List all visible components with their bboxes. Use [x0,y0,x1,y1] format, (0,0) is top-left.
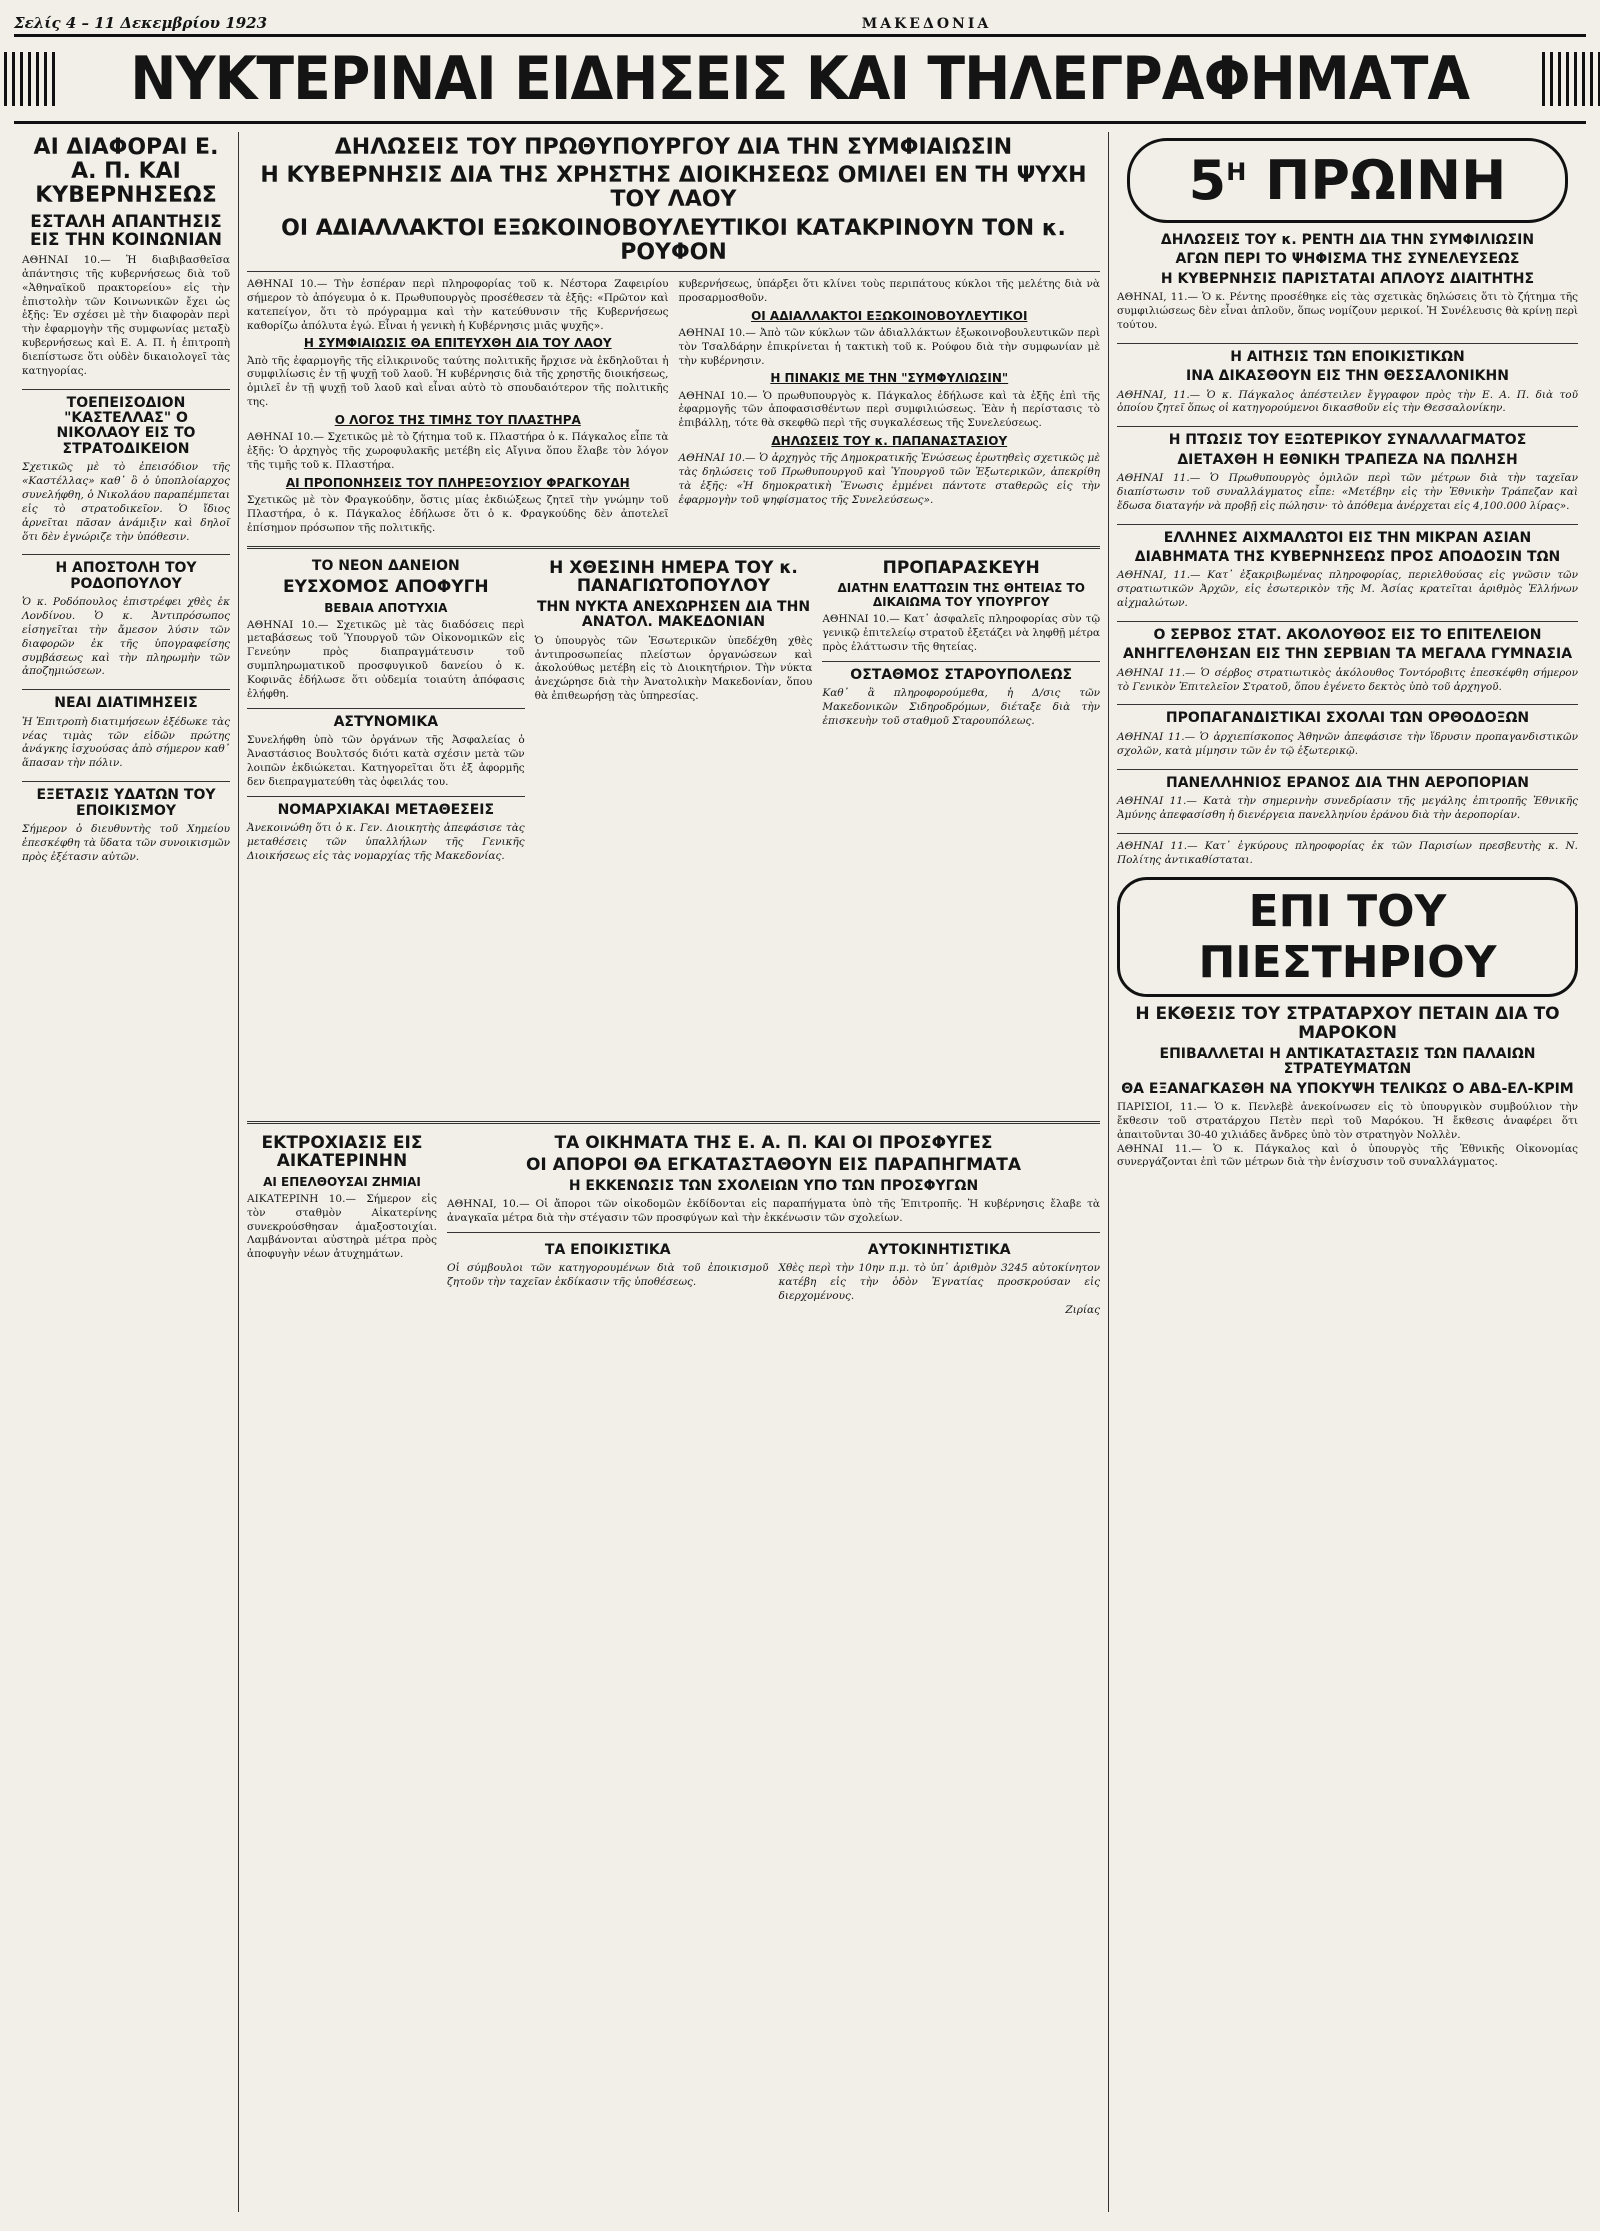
article-title: Η ΕΚΘΕΣΙΣ ΤΟΥ ΣΤΡΑΤΑΡΧΟΥ ΠΕΤΑΙΝ ΔΙΑ ΤΟ ΜΑΡΟΚΟΝ [1135,1004,1560,1044]
article-title: Η ΣΥΜΦΙΑΙΩΣΙΣ ΘΑ ΕΠΙΤΕΥΧΘΗ ΔΙΑ ΤΟΥ ΛΑΟΥ [303,336,612,351]
article-subtitle: Η ΕΚΚΕΝΩΣΙΣ ΤΩΝ ΣΧΟΛΕΙΩΝ ΥΠΟ ΤΩΝ ΠΡΟΣΦΥΓΩΝ [568,1177,979,1194]
press-box: ΕΠΙ ΤΟΥ ΠΙΕΣΤΗΡΙΟΥ [1117,877,1578,997]
article-title: Η ΠΙΝΑΚΙΣ ΜΕ ΤΗΝ "ΣΥΜΦΥΛΙΩΣΙΝ" [770,371,1009,386]
column-right [1109,132,1586,2212]
article-body: ΠΑΡΙΣΙΟΙ, 11.— Ὁ κ. Πενλεβὲ ἀνεκοίνωσεν εἰς τὸ ὑπουργικὸν συμβούλιον τὴν ἔκθεσιν τοῦ στρατάρχου Πετὲν περὶ τοῦ Μαρόκου. Ἡ ἔκθεσις ἀναφέρει ὅτι ἀπαιτοῦνται 30-40 χιλιάδες ἄνδρες ὑπὸ τὸν στρατηγὸν Νολλὲν. [1117,1100,1578,1141]
article-rentis [1117,233,1578,333]
article-body: ΑΘΗΝΑΙ 10.— Κατ᾽ ἀσφαλεῖς πληροφορίας σὺν τῷ γενικῷ ἐπιτελείῳ στρατοῦ ἐξετάζει νὰ ληφθῇ μέτρα πρὸς ἐλάττωσιν τῆς θητείας. [822,613,1101,653]
article-body: ΑΘΗΝΑΙ 10.— Ὁ πρωθυπουργὸς κ. Πάγκαλος ἐδήλωσε καὶ τὰ ἑξῆς ἐπὶ τῆς ἐφαρμογῆς τῶν ἀποφασισθέντων περὶ συμφιλιώσεως. Ἐὰν ἡ περίστασις τὸ ἐπιβάλλῃ, τότε θὰ σκεφθῶ περὶ τῆς συγκαλέσεως τῆς Συνελεύσεως. [678,389,1100,430]
article-aviation [1117,776,1578,823]
article-subtitle: ΑΝΗΓΓΕΛΘΗΣΑΝ ΕΙΣ ΤΗΝ ΣΕΡΒΙΑΝ ΤΑ ΜΕΓΑΛΑ ΓΥΜΝΑΣΙΑ [1122,646,1573,663]
column-center [239,132,1109,2212]
article-body: Ἡ Ἐπιτροπὴ διατιμήσεων ἐξέδωκε τὰς νέας τιμὰς τῶν εἰδῶν πρώτης ἀνάγκης ἰσχυούσας ἀπὸ σήμερον καθ᾽ ἅπασαν τὴν πόλιν. [22,715,230,770]
article-body: ΑΘΗΝΑΙ 11.— Ὁ ἀρχιεπίσκοπος Ἀθηνῶν ἀπεφάσισε τὴν ἵδρυσιν προπαγανδιστικῶν σχολῶν, κατὰ μίμησιν τῶν ἐν τῷ ἐξωτερικῷ. [1117,730,1578,757]
article-subtitle: ΕΠΙΒΑΛΛΕΤΑΙ Η ΑΝΤΙΚΑΤΑΣΤΑΣΙΣ ΤΩΝ ΠΑΛΑΙΩΝ ΣΤΡΑΤΕΥΜΑΤΩΝ [1159,1045,1536,1078]
edition-number: 5 [1188,149,1227,212]
column-left [14,132,239,2212]
article-body: Καθ᾽ ἃ πληροφορούμεθα, ἡ Δ/σις τῶν Μακεδονικῶν Σιδηροδρόμων, διέταξε διὰ τὴν ἐπισκευὴν τοῦ σταθμοῦ Σταρουπόλεως. [822,687,1101,727]
article-title: Η ΧΘΕΣΙΝΗ ΗΜΕΡΑ ΤΟΥ κ. ΠΑΝΑΓΙΩΤΟΠΟΥΛΟΥ [549,557,798,597]
article-title: ΟΙ ΑΔΙΑΛΛΑΚΤΟΙ ΕΞΩΚΟΙΝΟΒΟΥΛΕΥΤΙΚΟΙ [751,308,1028,323]
article-body: Σχετικῶς μὲ τὸν Φραγκούδην, ὅστις μίας ἐκδιώξεως ζητεῖ τὴν γνώμην τοῦ Πλαστήρα, ὁ κ. Πάγκαλος ἐδήλωσε ὅτι ὁ κ. Φραγκούδης δὲν ἀποτελεῖ ἐπίσημον πρόσωπον τῆς πολιτικῆς. [247,493,669,534]
edition-word: ΠΡΩΙΝΗ [1265,149,1507,212]
article-title: ΔΗΛΩΣΕΙΣ ΤΟΥ κ. ΡΕΝΤΗ ΔΙΑ ΤΗΝ ΣΥΜΦΙΛΙΩΣΙΝ [1160,232,1535,248]
article-body: Σήμερον ὁ διευθυντὴς τοῦ Χημείου ἐπεσκέφθη τὰ ὕδατα τῶν συνοικισμῶν πρὸς ἐξέτασιν αὐτῶν. [22,822,230,863]
article-body: ΑΘΗΝΑΙ, 11.— Ὁ κ. Ρέντης προσέθηκε εἰς τὰς σχετικὰς δηλώσεις ὅτι τὸ ζήτημα τῆς συμφιλιώσεως δὲν εἶναι ἁπλοῦν, ὅπως νομίζουν μερικοί. Ἡ Συνέλευσις θὰ κρίνῃ περὶ τούτου. [1117,291,1578,331]
article-body: ΑΘΗΝΑΙ 11.— Ὁ κ. Πάγκαλος καὶ ὁ ὑπουργὸς τῆς Ἐθνικῆς Οἰκονομίας συνεργάζονται ἐπὶ τῶν μέτρων διὰ τὴν ἐνίσχυσιν τοῦ συναλλάγματος. [1117,1142,1578,1169]
article-body: ΑΘΗΝΑΙ 11.— Κατὰ τὴν σημερινὴν συνεδρίασιν τῆς μεγάλης ἐπιτροπῆς Ἐθνικῆς Ἀμύνης ἀπεφασίσθη ἡ διενέργεια πανελληνίου ἐράνου διὰ τὴν ἀεροπορίαν. [1117,794,1578,821]
article-title: ΠΡΟΠΑΓΑΝΔΙΣΤΙΚΑΙ ΣΧΟΛΑΙ ΤΩΝ ΟΡΘΟΔΟΞΩΝ [1165,710,1530,727]
lead-headline-1: ΔΗΛΩΣΕΙΣ ΤΟΥ ΠΡΩΘΥΠΟΥΡΓΟΥ ΔΙΑ ΤΗΝ ΣΥΜΦΙΑΙΩΣΙΝ [334,135,1013,160]
lead-body: ΑΘΗΝΑΙ 10.— Τὴν ἐσπέραν περὶ πληροφορίας τοῦ κ. Νέστορα Ζαφειρίου σήμερον τὸ ἀπόγευμα ὁ κ. Πρωθυπουργὸς προσέθεσεν τὰ ἑξῆς: «Πρῶτον καὶ κατεπείγον, ὅτι τὸ πρόγραμμα καὶ τὴν κατεύθυνσιν τῆς Κυβερνήσεως καθορίζω ἀπόλυτα ἐγώ. Εἶναι ἡ γενικὴ ἡ Κυβέρνησις μιᾶς ψυχῆς». [247,277,669,332]
article-body: ΑΘΗΝΑΙ, 11.— Ὁ κ. Πάγκαλος ἀπέστειλεν ἔγγραφον πρὸς τὴν Ε. Α. Π. διὰ τοῦ ὁποίου ζητεῖ ὅπως οἱ κατηγορούμενοι δικασθοῦν εἰς τὴν Θεσσαλονίκην. [1117,388,1578,415]
article-body: ΑΘΗΝΑΙ 11.— Κατ᾽ ἐγκύρους πληροφορίας ἐκ τῶν Παρισίων πρεσβευτὴς κ. Ν. Πολίτης ἀντικαθίσταται. [1117,839,1578,866]
article-title: ΕΞΕΤΑΣΙΣ ΥΔΑΤΩΝ ΤΟΥ ΕΠΟΙΚΙΣΜΟΥ [36,787,216,819]
lead-headline-2: Η ΚΥΒΕΡΝΗΣΙΣ ΔΙΑ ΤΗΣ ΧΡΗΣΤΗΣ ΔΙΟΙΚΗΣΕΩΣ ΟΜΙΛΕΙ ΕΝ ΤΗ ΨΥΧΗ ΤΟΥ ΛΑΟΥ [260,163,1087,213]
article-subtitle: ΕΥΣΧΟΜΟΣ ΑΠΟΦΥΓΗ [283,576,489,597]
article-title: ΤΑ ΟΙΚΗΜΑΤΑ ΤΗΣ Ε. Α. Π. ΚΑΙ ΟΙ ΠΡΟΣΦΥΓΕΣ [554,1132,993,1153]
article-title: ΝΕΑΙ ΔΙΑΤΙΜΗΣΕΙΣ [54,695,198,712]
article-subtitle: ΔΙΑΒΗΜΑΤΑ ΤΗΣ ΚΥΒΕΡΝΗΣΕΩΣ ΠΡΟΣ ΑΠΟΔΟΣΙΝ ΤΩΝ [1134,549,1561,565]
article-paris [1117,840,1578,868]
article-title: ΠΑΝΕΛΛΗΝΙΟΣ ΕΡΑΝΟΣ ΔΙΑ ΤΗΝ ΑΕΡΟΠΟΡΙΑΝ [1165,774,1529,791]
article-title: ΔΗΛΩΣΕΙΣ ΤΟΥ κ. ΠΑΠΑΝΑΣΤΑΣΙΟΥ [771,434,1008,449]
article-subtitle: ΑΙ ΕΠΕΛΘΟΥΣΑΙ ΖΗΜΙΑΙ [263,1174,421,1189]
top-line [14,10,1586,32]
article-subtitle: ΙΝΑ ΔΙΚΑΣΘΟΥΝ ΕΙΣ ΤΗΝ ΘΕΣΣΑΛΟΝΙΚΗΝ [1186,368,1509,385]
edition-box [1127,138,1568,223]
masthead-ornament-left [0,52,58,106]
article-price-lists [22,696,230,771]
masthead [14,34,1586,124]
article-schools [1117,711,1578,758]
article-body: ΑΘΗΝΑΙ 10.— Ἡ διαβιβασθεῖσα ἀπάντησις τῆς κυβερνήσεως διὰ τοῦ «Ἀθηναϊκοῦ πρακτορείου» εἰς τὴν ἐπιστολὴν τῶν Κοινωνικῶν ἔχει ὡς ἑξῆς: Ἐν σχέσει μὲ τὴν διαφορὰν περὶ τὴν ἐφαρμογὴν τῆς συμφωνίας μεταξὺ κυβερνήσεως καὶ Ε. Α. Π. ἡ ἐπιτροπὴ διεπίστωσε ὅτι οὐδὲν δικαιολογεῖ τὰς κατηγορίας. [22,253,230,377]
article-title: ΝΟΜΑΡΧΙΑΚΑΙ ΜΕΤΑΘΕΣΕΙΣ [277,801,495,818]
lead-headline-3: ΟΙ ΑΔΙΑΛΛΑΚΤΟΙ ΕΞΩΚΟΙΝΟΒΟΥΛΕΥΤΙΚΟΙ ΚΑΤΑΚΡΙΝΟΥΝ ΤΟΝ κ. ΡΟΥΦΟΝ [281,215,1066,265]
article-title: ΑΣΤΥΝΟΜΙΚΑ [333,713,439,730]
article-body: ΑΘΗΝΑΙ 10.— Σχετικῶς μὲ τὰς διαδόσεις περὶ μεταβάσεως τοῦ Ὑπουργοῦ τῶν Οἰκονομικῶν εἰς Γενεύην πρὸς διαπραγμάτευσιν τοῦ συμπληρωματικοῦ προσφυγικοῦ δανείου ὁ κ. Κοφινᾶς ἐδήλωσε ὅτι οὐδεμία τοιαύτη ἀπόφασις ἐλήφθη. [247,618,525,700]
article-water-exam [22,788,230,864]
article-subtitle: ΑΓΩΝ ΠΕΡΙ ΤΟ ΨΗΦΙΣΜΑ ΤΗΣ ΣΥΝΕΛΕΥΣΕΩΣ [1175,251,1520,268]
article-body: Οἱ σύμβουλοι τῶν κατηγορουμένων διὰ τοῦ ἐποικισμοῦ ζητοῦν τὴν ταχεῖαν ἐκδίκασιν τῆς ὑποθέσεως. [447,1262,769,1289]
lead-article [247,136,1100,536]
article-subtitle: ΔΙΕΤΑΧΘΗ Η ΕΘΝΙΚΗ ΤΡΑΠΕΖΑ ΝΑ ΠΩΛΗΣΗ [1177,451,1518,468]
lead-body-continued: κυβερνήσεως, ὑπάρξει ὅτι κλίνει τοὺς περιπάτους κύκλοι τῆς μελέτης διὰ νὰ προσαρμοσθοῦν. [678,277,1100,304]
article-morocco [1117,1005,1578,1170]
masthead-ornament-right [1542,52,1600,106]
article-body: Χθὲς περὶ τὴν 10ην π.μ. τὸ ὑπ᾽ ἀριθμὸν 3245 αὐτοκίνητον κατέβη εἰς τὴν ὁδὸν Ἐγνατίας προσκρούσαν εἰς διερχομένους. [778,1262,1100,1303]
article-title: ΠΡΟΠΑΡΑΣΚΕΥΗ [882,557,1040,578]
article-kastellas [22,396,230,545]
article-exchange [1117,433,1578,513]
article-subtitle: ΘΑ ΕΞΑΝΑΓΚΑΣΘΗ ΝΑ ΥΠΟΚΥΨΗ ΤΕΛΙΚΩΣ Ο ΑΒΔ-ΕΛ-ΚΡΙΜ [1121,1080,1574,1097]
article-prisoners [1117,531,1578,611]
article-subtitle: ΕΣΤΑΛΗ ΑΠΑΝΤΗΣΙΣ ΕΙΣ ΤΗΝ ΚΟΙΝΩΝΙΑΝ [29,211,222,251]
article-subtitle: ΟΙ ΑΠΟΡΟΙ ΘΑ ΕΓΚΑΤΑΣΤΑΘΟΥΝ ΕΙΣ ΠΑΡΑΠΗΓΜΑΤΑ [525,1155,1022,1176]
article-body: ΑΙΚΑΤΕΡΙΝΗ 10.— Σήμερον εἰς τὸν σταθμὸν Αἰκατερίνης συνεκρούσθησαν ἁμαξοστοιχίαι. Λαμβάνονται αὐστηρὰ μέτρα πρὸς ἀποφυγὴν νέων ἀτυχημάτων. [247,1192,437,1261]
article-body: ΑΘΗΝΑΙ 11.— Ὁ σέρβος στρατιωτικὸς ἀκόλουθος Τοντόροβιτς ἐπεσκέφθη σήμερον τὸ Γενικὸν Ἐπιτελεῖον Στρατοῦ, ὅπου ἐγένετο δεκτὸς ὑπὸ τοῦ ἀρχηγοῦ. [1117,666,1578,693]
article-title: Ο ΛΟΓΟΣ ΤΗΣ ΤΙΜΗΣ ΤΟΥ ΠΛΑΣΤΗΡΑ [334,413,581,427]
article-title: ΕΚΤΡΟΧΙΑΣΙΣ ΕΙΣ ΑΙΚΑΤΕΡΙΝΗΝ [261,1132,423,1172]
article-body: ΑΘΗΝΑΙ, 10.— Οἱ ἄποροι τῶν οἰκοδομῶν ἐκδίδονται εἰς παραπήγματα ὑπὸ τῆς Ἐπιτροπῆς. Ἡ κυβέρνησις ἔλαβε τὰ ἀναγκαῖα μέτρα διὰ τὴν στέγασιν τῶν προσφύγων καὶ τὴν ἐκκένωσιν τῶν σχολείων. [447,1198,1100,1225]
article-title: ΑΙ ΔΙΑΦΟΡΑΙ Ε. Α. Π. ΚΑΙ ΚΥΒΕΡΝΗΣΕΩΣ [33,135,219,209]
article-body: Ἀνεκοινώθη ὅτι ὁ κ. Γεν. Διοικητὴς ἀπεφάσισε τὰς μεταθέσεις τῶν ὑπαλλήλων τῆς Γενικῆς Διοικήσεως εἰς τὰς νομαρχίας τῆς Μακεδονίας. [247,821,525,862]
article-body: Ὁ ὑπουργὸς τῶν Ἐσωτερικῶν ὑπεδέχθη χθὲς ἀντιπροσωπείας πλείστων ὀργανώσεων καὶ ἀκολούθως μετέβη εἰς τὸ Διοικητήριον. Τὴν νύκτα ἀνεχώρησε διὰ τὴν Ἀνατολικὴν Μακεδονίαν, ὅπου θὰ ἐπιθεωρήσῃ τὰς ὑπηρεσίας. [534,634,813,703]
article-subtitle: ΒΕΒΑΙΑ ΑΠΟΤΥΧΙΑ [324,600,448,615]
article-title: ΤΑ ΕΠΟΙΚΙΣΤΙΚΑ [544,1242,671,1259]
article-title: ΑΥΤΟΚΙΝΗΤΙΣΤΙΚΑ [867,1242,1011,1259]
article-body: ΑΘΗΝΑΙ 10.— Ἀπὸ τῶν κύκλων τῶν ἀδιαλλάκτων ἐξωκοινοβουλευτικῶν περὶ τὸν Τσαλδάρην ἐπικρίνεται ἡ τακτικὴ τοῦ κ. Ρούφου διὰ τὴν συμφωνίαν μὲ τὴν κυβέρνησιν. [678,326,1100,367]
article-body: Ἀπὸ τῆς ἐφαρμογῆς τῆς εἰλικρινοῦς ταύτης πολιτικῆς ἤρχισε νὰ ἐκδηλοῦται ἡ συμφιλίωσις ἐν τῇ ψυχῇ τοῦ λαοῦ. Ἡ κυβέρνησις διὰ τῆς χρηστῆς διοικήσεως, ὁμιλεῖ ἐν τῇ ψυχῇ τοῦ λαοῦ καὶ εἶναι αὐτὸ τὸ σπουδαιότερον τῆς πολιτικῆς της. [247,354,669,409]
article-serbian-attache [1117,628,1578,695]
article-body: ΑΘΗΝΑΙ 10.— Σχετικῶς μὲ τὸ ζήτημα τοῦ κ. Πλαστήρα ὁ κ. Πάγκαλος εἶπε τὰ ἑξῆς: Ὁ ἀρχηγὸς τῆς χωροφυλακῆς μετέβη εἰς Αἴγινα ὅπου ἔλαβε τὸν λόγον τῆς τιμῆς τοῦ κ. Πλαστήρα. [247,431,669,471]
article-title: ΕΛΛΗΝΕΣ ΑΙΧΜΑΛΩΤΟΙ ΕΙΣ ΤΗΝ ΜΙΚΡΑΝ ΑΣΙΑΝ [1163,529,1532,546]
article-body: ΑΘΗΝΑΙ, 11.— Κατ᾽ ἐξακριβωμένας πληροφορίας, περιελθούσας εἰς γνῶσιν τῶν στρατιωτικῶν Ἀρχῶν, εἰς ἐσωτερικὸν τῆς Μ. Ἀσίας κρατεῖται ἀριθμὸς Ἑλλήνων αἰχμαλώτων. [1117,569,1578,610]
article-subtitle: ΤΗΝ ΝΥΚΤΑ ΑΝΕΧΩΡΗΣΕΝ ΔΙΑ ΤΗΝ ΑΝΑΤΟΛ. ΜΑΚΕΔΟΝΙΑΝ [536,598,811,631]
article-title: Η ΠΤΩΣΙΣ ΤΟΥ ΕΞΩΤΕΡΙΚΟΥ ΣΥΝΑΛΛΑΓΜΑΤΟΣ [1168,432,1527,449]
article-rodopoulos [22,561,230,679]
article-body: ΑΘΗΝΑΙ 11.— Ὁ Πρωθυπουργὸς ὁμιλῶν περὶ τῶν μέτρων διὰ τὴν ταχεῖαν διαπίστωσιν τοῦ συναλλάγματος εἶπε: «Μετέβην εἰς τὴν Ἐθνικὴν Τράπεζαν καὶ ἔδωσα διαταγήν νὰ προβῇ εἰς πώλησιν· τὸ ἀπόθεμα ἀνέρχεται εἰς 4,100.000 λίρας». [1117,472,1578,512]
edition-suffix: Η [1226,158,1247,186]
article-title: Η ΑΠΟΣΤΟΛΗ ΤΟΥ ΡΟΔΟΠΟΥΛΟΥ [55,560,197,592]
article-body: Συνελήφθη ὑπὸ τῶν ὀργάνων τῆς Ἀσφαλείας ὁ Ἀναστάσιος Βουλτσός διότι κατὰ σχέσιν μετὰ τῶν λοιπῶν ἐκδιώκεται. Κατηγορεῖται ὅτι ἐξ ἀφορμῆς δεν διεπραγματεύθη τὰς ὀφειλάς του. [247,734,525,788]
article-title: ΤΟΕΠΕΙΣΟΔΙΟΝ "ΚΑΣΤΕΛΛΑΣ" Ο ΝΙΚΟΛΑΟΥ ΕΙΣ ΤΟ ΣΤΡΑΤΟΔΙΚΕΙΟΝ [56,394,196,457]
article-body: Ὁ κ. Ροδόπουλος ἐπιστρέφει χθὲς ἐκ Λονδίνου. Ὁ κ. Ἀντιπρόσωπος εἰσηγεῖται τὴν ἄμεσον λύσιν τῶν διαφορῶν ἐκ τῆς ὑπογραφείσης συμβάσεως καὶ τὴν πληρωμὴν τῶν ἀποζημιώσεων. [22,596,230,678]
paper-name: ΜΑΚΕΔΟΝΙΑ [861,16,992,32]
article-settlers [1117,350,1578,417]
signature: Ζιρίας [1065,1303,1100,1316]
article-eap-differences [22,136,230,379]
article-body: Σχετικῶς μὲ τὸ ἐπεισόδιον τῆς «Καστέλλας» καθ᾽ ὃ ὁ ὑποπλοίαρχος συνελήφθη, ὁ Νικολάου παραπέμπεται εἰς τὸ στρατοδικεῖον. Ὁ ἴδιος ἀρνεῖται πᾶσαν ἀνάμιξιν καὶ δηλοῖ ὅτι δὲν ἐγνώριζε τὴν ὑπόθεσιν. [22,461,230,543]
article-subtitle: ΔΙΑΤΗΝ ΕΛΑΤΤΩΣΙΝ ΤΗΣ ΘΗΤΕΙΑΣ ΤΟ ΔΙΚΑΙΩΜΑ ΤΟΥ ΥΠΟΥΡΓΟΥ [837,581,1085,610]
article-title: ΟΣΤΑΘΜΟΣ ΣΤΑΡΟΥΠΟΛΕΩΣ [850,666,1073,683]
article-body: ΑΘΗΝΑΙ 10.— Ὁ ἀρχηγὸς τῆς Δημοκρατικῆς Ἑνώσεως ἐρωτηθεὶς σχετικῶς μὲ τὰς δηλώσεις τοῦ Πρωθυπουργοῦ καὶ Ὑπουργοῦ τῶν Ἐξωτερικῶν, ἀπεκρίθη τὰ ἑξῆς: «Ἡ δημοκρατικὴ Ἕνωσις ἐμμένει πάντοτε σταθερῶς εἰς τὴν ἐφαρμογὴν τοῦ ψηφίσματος τῆς Συνελεύσεως». [678,452,1100,506]
masthead-title: ΝΥΚΤΕΡΙΝΑΙ ΕΙΔΗΣΕΙΣ ΚΑΙ ΤΗΛΕΓΡΑΦΗΜΑΤΑ [130,44,1470,114]
article-title: ΤΟ ΝΕΟΝ ΔΑΝΕΙΟΝ [311,557,460,574]
article-title: Η ΑΙΤΗΣΙΣ ΤΩΝ ΕΠΟΙΚΙΣΤΙΚΩΝ [1230,348,1465,365]
issue-date: Σελίς 4 – 11 Δεκεμβρίου 1923 [14,14,268,32]
article-title: Ο ΣΕΡΒΟΣ ΣΤΑΤ. ΑΚΟΛΟΥΘΟΣ ΕΙΣ ΤΟ ΕΠΙΤΕΛΕΙΟΝ [1153,626,1542,643]
article-subtitle: Η ΚΥΒΕΡΝΗΣΙΣ ΠΑΡΙΣΤΑΤΑΙ ΑΠΛΟΥΣ ΔΙΑΙΤΗΤΗΣ [1160,270,1535,287]
article-title: ΑΙ ΠΡΟΠΟΝΗΣΕΙΣ ΤΟΥ ΠΛΗΡΕΞΟΥΣΙΟΥ ΦΡΑΓΚΟΥΔΗ [285,475,630,490]
